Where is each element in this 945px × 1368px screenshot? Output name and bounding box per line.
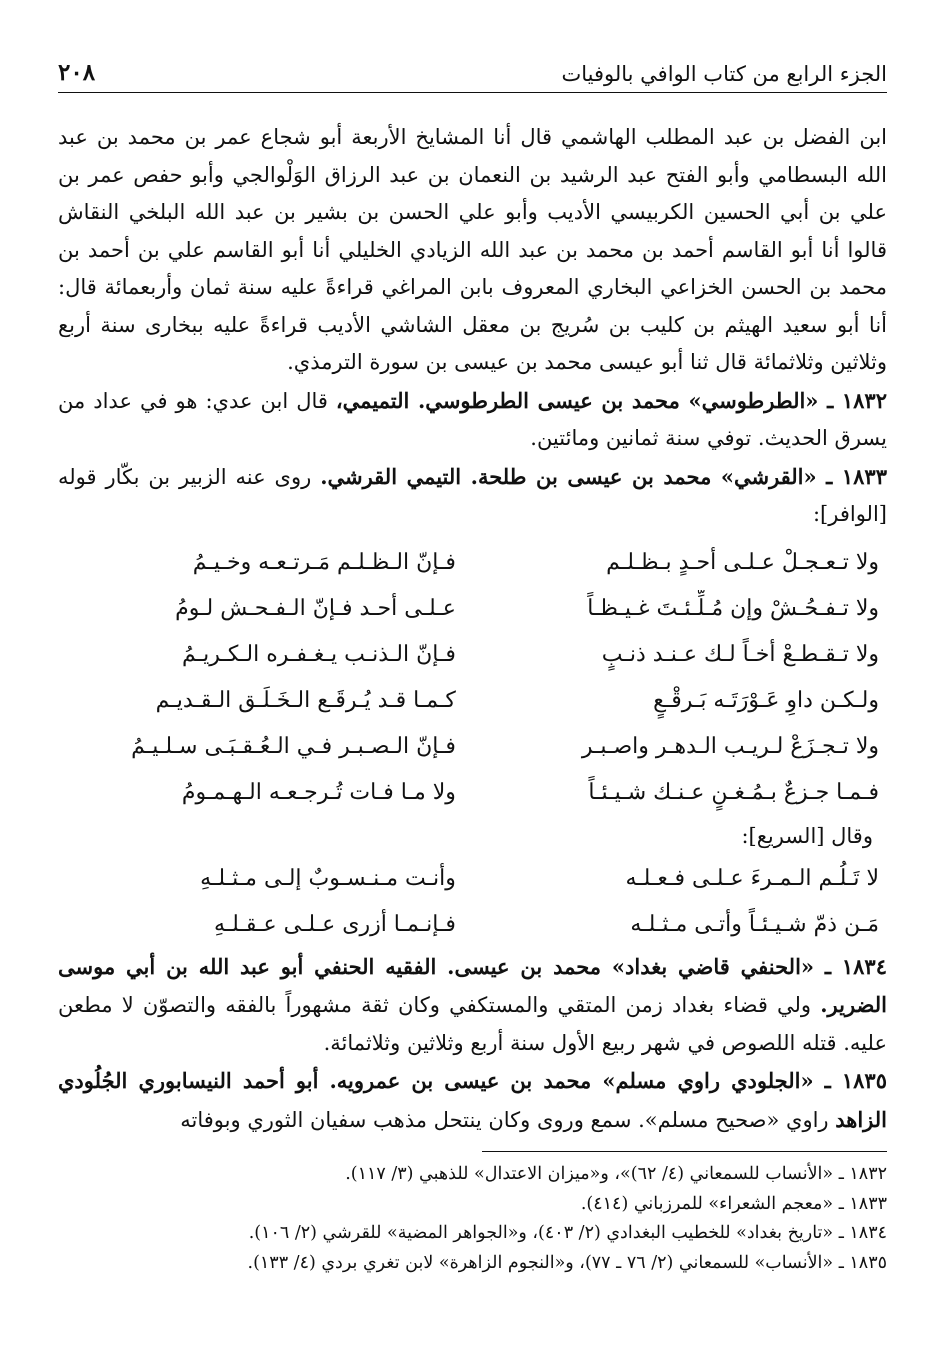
entry-1832-heading: ١٨٣٢ ـ «الطرطوسي» محمد بن عيسى الطرطوسي. التميمي، [335, 387, 887, 413]
second-hemistich: فـإنّ الـصـبـر فـي الـعُـقـبَـى سـلـيـمُ [131, 733, 456, 759]
verse [58, 770, 887, 816]
first-hemistich: فـمـا جـزعٌ بـمُـغـنٍ عـنـك شـيـئـاً [588, 779, 879, 805]
second-hemistich: فـإنّ الـظـلـم مَـرتـعـه وخـيـمُ [192, 549, 456, 575]
first-hemistich: ولا تـعـجـلْ عـلـى أحـدٍ بـظـلـم [606, 549, 879, 575]
footnote-1834: ١٨٣٤ ـ «تاريخ بغداد» للخطيب البغدادي (٢/ ٤٠٣)، و«الجواهر المضية» للقرشي (٢/ ١٠٦). [248, 1223, 887, 1243]
footnote-divider [482, 1151, 887, 1152]
second-hemistich: ولا مـا فـات تُـرجـعـه الـهـمـومُ [181, 779, 456, 805]
second-hemistich: عـلـى أحـد فـإنّ الـفـحـش لـومُ [175, 595, 456, 621]
entry-1834-text: ولي قضاء بغداد زمن المتقي والمستكفي وكان ثقة مشهوراً بالفقه والتصوّن لا مطعن عليه. قتله اللصوص في شهر ربيع الأول سنة أربع وثلاثين وثلاثمائة. [58, 993, 887, 1055]
first-hemistich: ولا تـجـزَعْ لـريـب الـدهـر واصـبـر [581, 733, 879, 759]
running-title: الجزء الرابع من كتاب الوافي بالوفيات [561, 62, 887, 86]
meter-label: وقال [السريع]: [741, 823, 873, 848]
first-hemistich: ولـكـن داوِ عَـوْرَتَـه بَـرقْـعٍ [653, 687, 879, 713]
footnote-1835: ١٨٣٥ ـ «الأنساب» للسمعاني (٢/ ٧٦ ـ ٧٧)، و«النجوم الزاهرة» لابن تغري بردي (٤/ ١٣٣). [247, 1252, 887, 1273]
verse [58, 902, 887, 948]
footnote-1832: ١٨٣٢ ـ «الأنساب للسمعاني (٤/ ٦٢)»، و«ميزان الاعتدال» للذهبي (٣/ ١١٧). [345, 1164, 887, 1184]
second-hemistich: فـإنّ الـذنـب يـغـفـره الـكـريـمُ [182, 641, 456, 667]
entry-1835-text: راوي «صحيح مسلم». سمع وروى وكان ينتحل مذهب سفيان الثوري وبوفاته [180, 1107, 836, 1132]
footnote-1833: ١٨٣٣ ـ «معجم الشعراء» للمرزباني (٤١٤). [580, 1193, 887, 1214]
page-number: ٢٠٨ [58, 59, 96, 86]
verse [58, 678, 887, 724]
entry-1834 [58, 948, 887, 1063]
entry-1832-text: قال ابن عدي: هو في عداد من يسرق الحديث. توفي سنة ثمانين ومائتين. [58, 388, 887, 450]
page-body [58, 119, 887, 1139]
second-hemistich: كـمـا قـد يُـرقَـع الـخَـلَـق الـقـديـم [155, 687, 456, 713]
entry-1834-heading: ١٨٣٤ ـ «الحنفي قاضي بغداد» محمد بن عيسى. الفقيه الحنفي أبو عبد الله بن أبي موسى الضرير. [58, 953, 887, 1017]
entry-1835 [58, 1062, 887, 1139]
second-hemistich: فـإنـمـا أزرى عـلـى عـقـلـهِ [213, 911, 456, 937]
verse [58, 586, 887, 632]
page-header [58, 46, 887, 93]
entry-1833 [58, 458, 887, 534]
entry-1833-text: روى عنه الزبير بن بكّار قوله [الوافر]: [58, 464, 887, 526]
verse [58, 632, 887, 678]
second-hemistich: وأنـت مـنـسـوبٌ إلـى مـثـلـهِ [200, 865, 456, 891]
entry-1835-heading: ١٨٣٥ ـ «الجلودي راوي مسلم» محمد بن عيسى بن عمرويه. أبو أحمد النيسابوري الجُلُودي الزاهد [58, 1068, 887, 1132]
first-hemistich: ولا تـقـطـعْ أخـاً لـك عـنـد ذنـبٍ [601, 641, 879, 667]
verse [58, 856, 887, 902]
verse [58, 724, 887, 770]
verse [58, 540, 887, 586]
entry-1832 [58, 382, 887, 458]
first-hemistich: ولا تـفـحُـشْ وإن مُـلِّـئـتَ غـيـظـاً [587, 595, 879, 621]
poem-sari [58, 856, 887, 948]
entry-1833-heading: ١٨٣٣ ـ «القرشي» محمد بن عيسى بن طلحة. التيمي القرشي. [320, 463, 887, 489]
first-hemistich: مَـن ذمّ شـيـئـاً وأتـى مـثـلـه [630, 911, 879, 937]
paragraph-continuation: ابن الفضل بن عبد المطلب الهاشمي قال أنا المشايخ الأربعة أبو شجاع عمر بن محمد بن عبد الله البسطامي وأبو الفتح عبد الرشيد بن النعمان بن عبد الرزاق الوَلْوالجي وأبو حفص عمر بن علي بن أبي الحسين الكربيسي الأديب وأبو علي الحسن بن بشير بن عبد الله البلخي النقاش قالوا أنا أبو القاسم أحمد بن محمد بن عبد الله الزيادي الخليلي أنا أبو القاسم علي بن أحمد بن محمد بن الحسن الخزاعي البخاري المعروف بابن المراغي قراءةً عليه سنة ثمان وأربعمائة قال: أنا أبو سعيد الهيثم بن كليب بن سُريج بن معقل الشاشي الأديب قراءةً عليه ببخارى سنة أربع وثلاثين وثلاثمائة قال ثنا أبو عيسى محمد بن عيسى بن سورة الترمذي. [58, 125, 887, 374]
footnotes [58, 1160, 887, 1278]
poem-wafir [58, 540, 887, 816]
first-hemistich: لا تَـلُـم الـمـرءَ عـلـى فـعـلـه [625, 865, 879, 891]
